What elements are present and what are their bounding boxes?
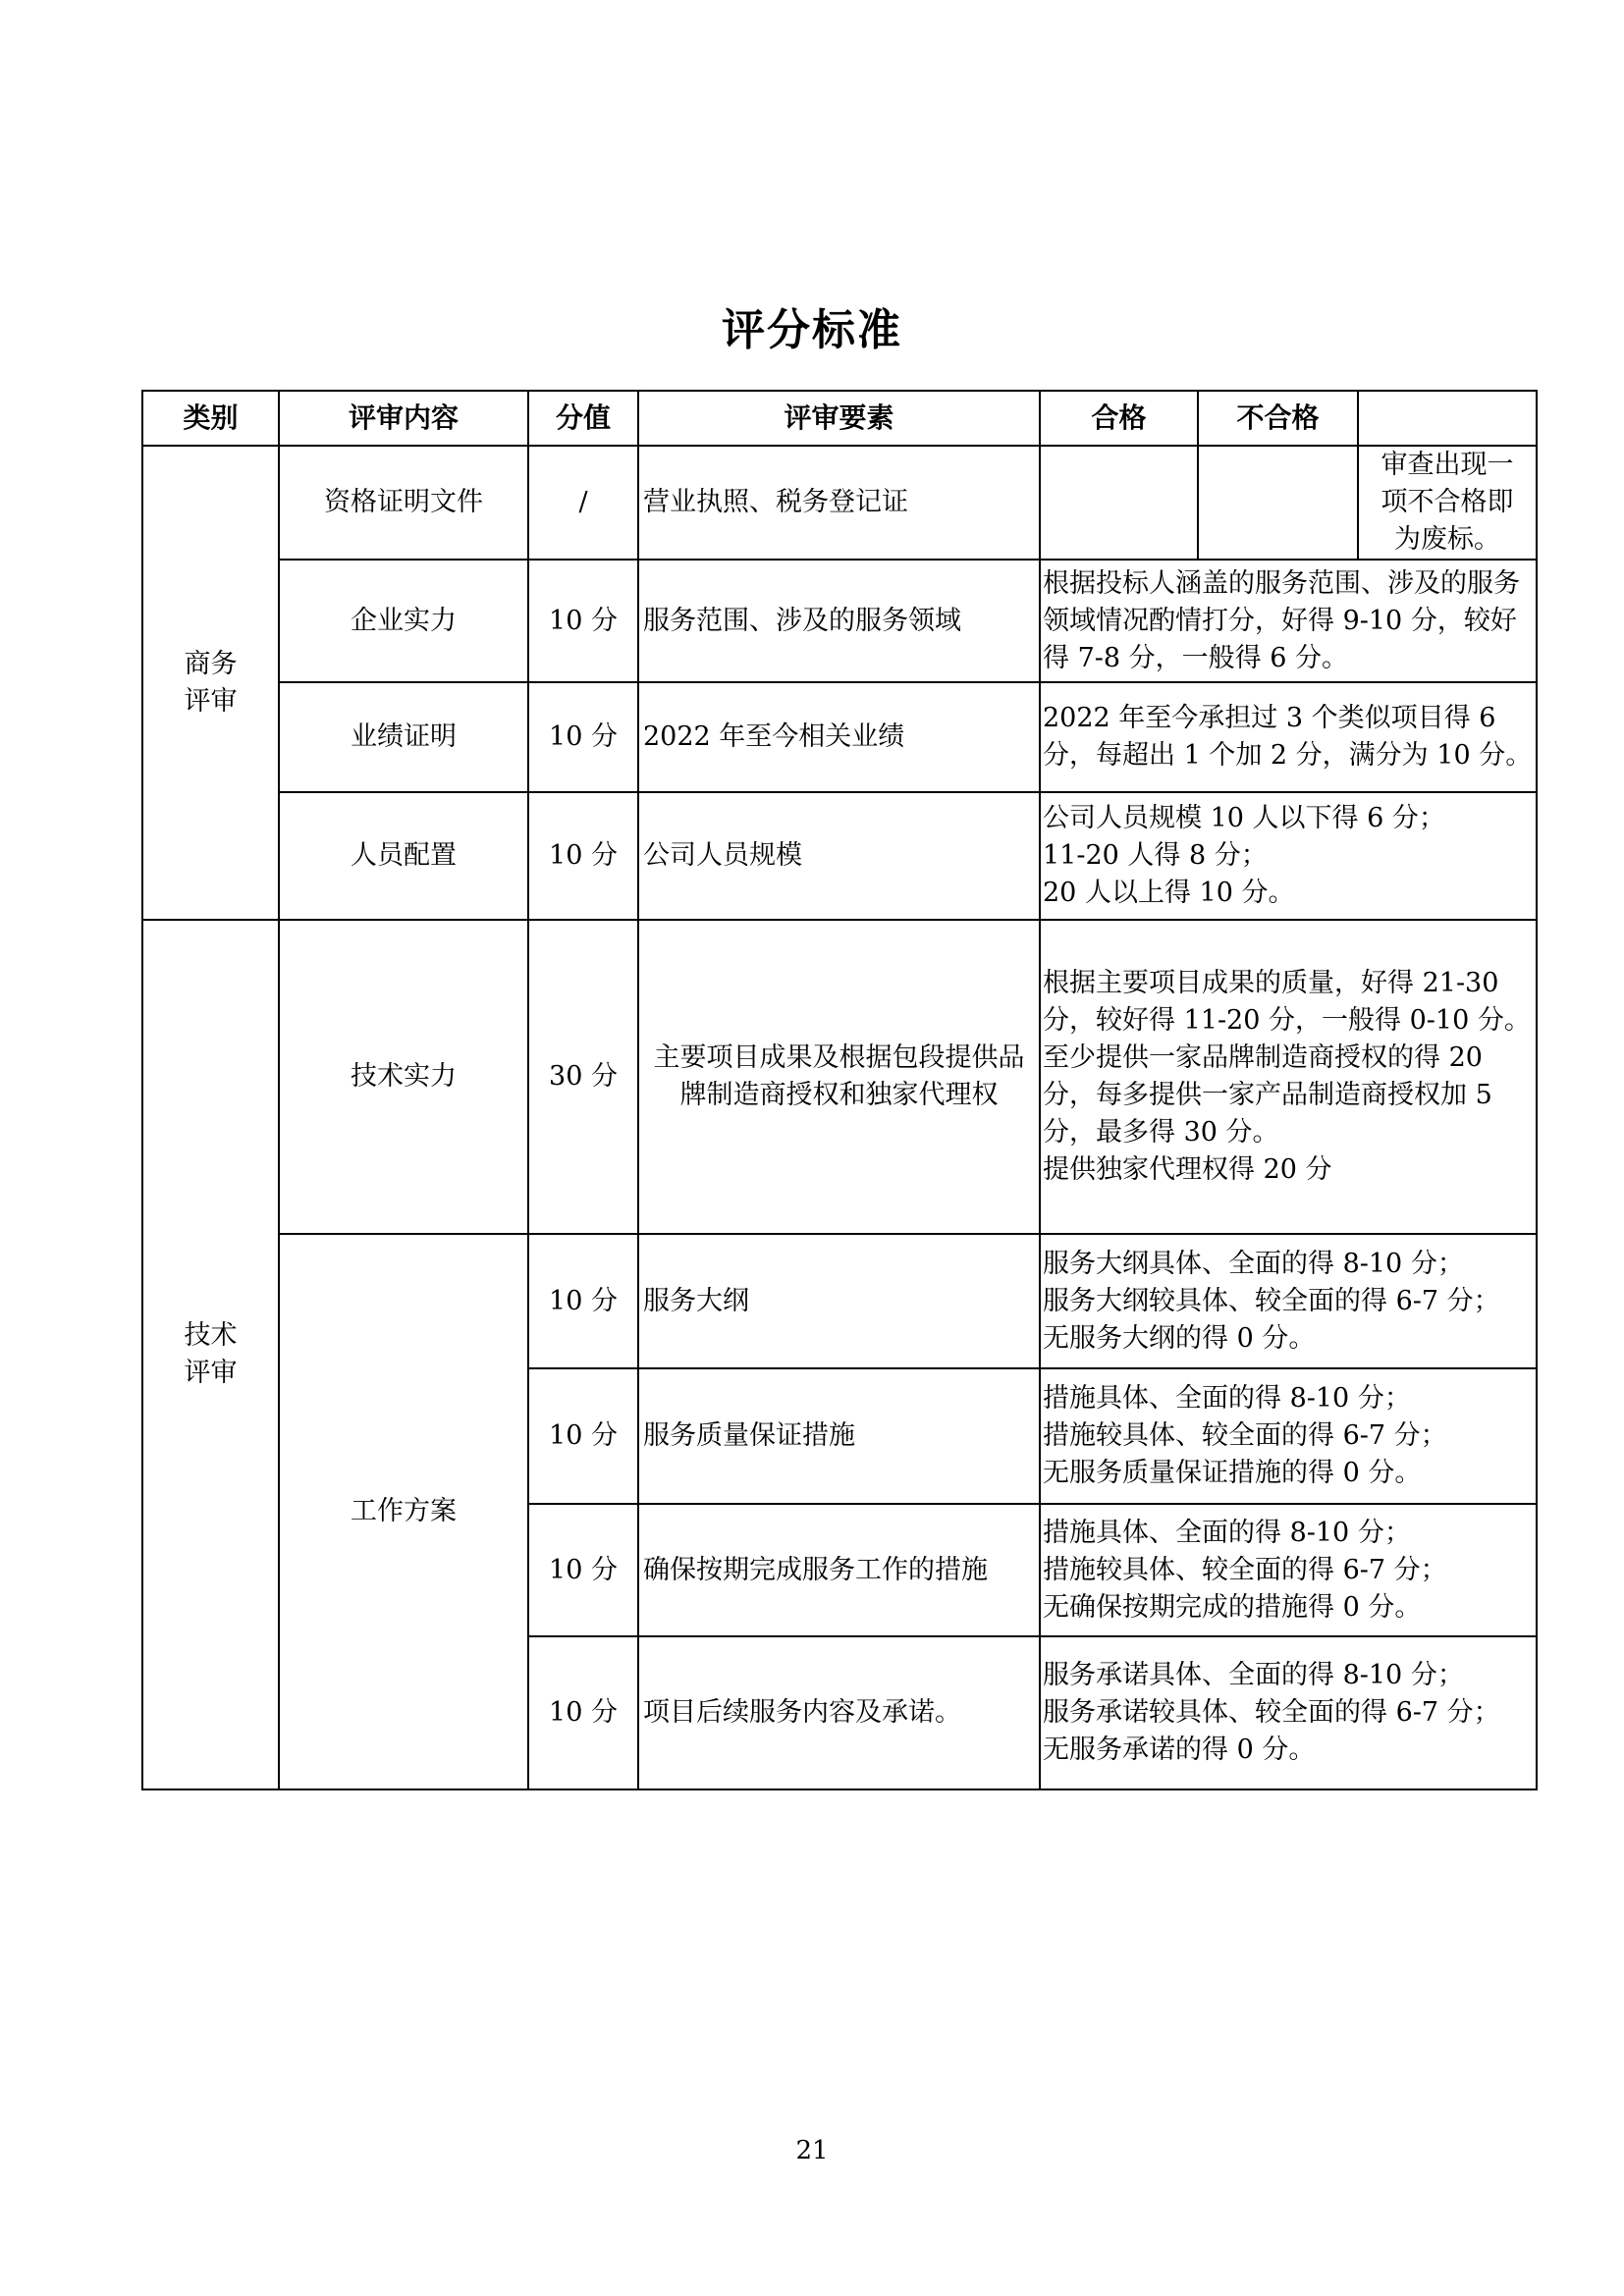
criteria-cell: 服务承诺具体、全面的得 8-10 分； 服务承诺较具体、较全面的得 6-7 分； 无服务承诺的得 0 分。 (1040, 1636, 1537, 1789)
table-row (142, 446, 1537, 560)
score-cell: / (528, 446, 638, 560)
element-cell: 公司人员规模 (638, 792, 1040, 920)
score-cell: 10 分 (528, 1504, 638, 1636)
score-cell: 10 分 (528, 1368, 638, 1504)
header-score: 分值 (528, 391, 638, 446)
table-header-row (142, 391, 1537, 446)
content-cell: 企业实力 (279, 560, 528, 682)
content-cell: 资格证明文件 (279, 446, 528, 560)
content-cell: 业绩证明 (279, 682, 528, 792)
header-content: 评审内容 (279, 391, 528, 446)
table-row (142, 560, 1537, 682)
rejection-note: 审查出现一 项不合格即 为废标。 (1358, 446, 1537, 560)
page-number: 21 (795, 2136, 829, 2165)
table-row (142, 792, 1537, 920)
content-cell: 人员配置 (279, 792, 528, 920)
criteria-cell: 根据主要项目成果的质量，好得 21-30 分，较好得 11-20 分，一般得 0-10 分。 至少提供一家品牌制造商授权的得 20 分，每多提供一家产品制造商授权加 5 分，最多得 30 分。 提供独家代理权得 20 分 (1040, 920, 1537, 1234)
header-fail: 不合格 (1198, 391, 1358, 446)
element-cell: 确保按期完成服务工作的措施 (638, 1504, 1040, 1636)
content-cell-work-plan: 工作方案 (279, 1234, 528, 1789)
element-cell: 服务大纲 (638, 1234, 1040, 1368)
criteria-cell: 措施具体、全面的得 8-10 分； 措施较具体、较全面的得 6-7 分； 无服务质量保证措施的得 0 分。 (1040, 1368, 1537, 1504)
scoring-table (141, 390, 1538, 1790)
element-cell: 2022 年至今相关业绩 (638, 682, 1040, 792)
score-cell: 10 分 (528, 560, 638, 682)
score-cell: 10 分 (528, 1636, 638, 1789)
table-row (142, 920, 1537, 1234)
score-cell: 10 分 (528, 792, 638, 920)
element-cell: 营业执照、税务登记证 (638, 446, 1040, 560)
criteria-cell: 措施具体、全面的得 8-10 分； 措施较具体、较全面的得 6-7 分； 无确保按期完成的措施得 0 分。 (1040, 1504, 1537, 1636)
score-cell: 10 分 (528, 1234, 638, 1368)
header-pass: 合格 (1040, 391, 1198, 446)
category-technical: 技术 评审 (142, 920, 279, 1789)
criteria-cell: 服务大纲具体、全面的得 8-10 分； 服务大纲较具体、较全面的得 6-7 分； 无服务大纲的得 0 分。 (1040, 1234, 1537, 1368)
score-cell: 30 分 (528, 920, 638, 1234)
header-blank (1358, 391, 1537, 446)
criteria-cell: 公司人员规模 10 人以下得 6 分； 11-20 人得 8 分； 20 人以上得 10 分。 (1040, 792, 1537, 920)
fail-cell (1198, 446, 1358, 560)
content-cell: 技术实力 (279, 920, 528, 1234)
element-cell: 服务范围、涉及的服务领域 (638, 560, 1040, 682)
element-cell: 项目后续服务内容及承诺。 (638, 1636, 1040, 1789)
pass-cell (1040, 446, 1198, 560)
element-cell: 服务质量保证措施 (638, 1368, 1040, 1504)
table-row (142, 682, 1537, 792)
page-title: 评分标准 (722, 305, 902, 355)
element-cell: 主要项目成果及根据包段提供品牌制造商授权和独家代理权 (638, 920, 1040, 1234)
header-element: 评审要素 (638, 391, 1040, 446)
criteria-cell: 根据投标人涵盖的服务范围、涉及的服务领域情况酌情打分，好得 9-10 分，较好得 7-8 分，一般得 6 分。 (1040, 560, 1537, 682)
table-row (142, 1234, 1537, 1368)
header-category: 类别 (142, 391, 279, 446)
score-cell: 10 分 (528, 682, 638, 792)
criteria-cell: 2022 年至今承担过 3 个类似项目得 6 分，每超出 1 个加 2 分，满分为 10 分。 (1040, 682, 1537, 792)
category-commerce: 商务 评审 (142, 446, 279, 920)
